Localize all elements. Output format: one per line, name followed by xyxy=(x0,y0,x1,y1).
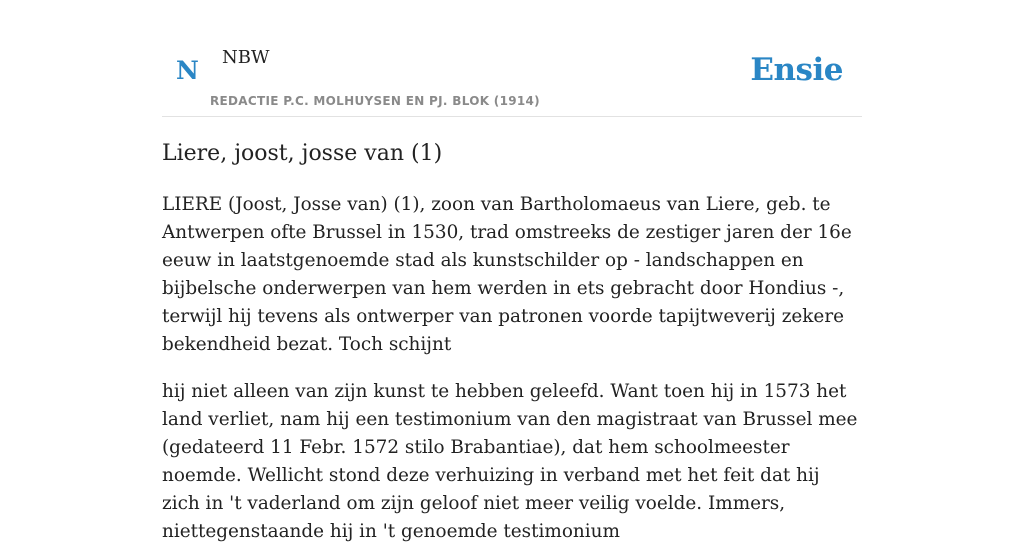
article-title: Liere, joost, josse van (1) xyxy=(162,141,443,166)
article xyxy=(162,138,862,546)
article-paragraph: hij niet alleen van zijn kunst te hebben geleefd. Want toen hij in 1573 het land verliet, nam hij een testimonium van den magistraat van Brussel mee (gedateerd 11 Febr. 1572 stilo Brabantiae), dat hem schoolmeester noemde. Wellicht stond deze verhuizing in verband met het feit dat hij zich in 't vaderland om zijn geloof niet meer veilig voelde. Immers, niettegenstaande hij in 't genoemde testimonium xyxy=(162,381,858,542)
brand-logo[interactable]: Ensie xyxy=(750,52,843,88)
source-header xyxy=(162,0,862,117)
source-name-link[interactable]: NBW xyxy=(222,47,270,68)
source-editors: REDACTIE P.C. MOLHUYSEN EN PJ. BLOK (1914) xyxy=(210,94,540,108)
article-paragraph: LIERE (Joost, Josse van) (1), zoon van Bartholomaeus van Liere, geb. te Antwerpen ofte Brussel in 1530, trad omstreeks de zestiger jaren der 16e eeuw in laatstgenoemde stad als kunstschilder op - landschappen en bijbelsche onderwerpen van hem werden in ets gebracht door Hondius -, terwijl hij tevens als ontwerper van patronen voorde tapijtweverij zekere bekendheid bezat. Toch schijnt xyxy=(162,194,852,355)
source-logo-icon[interactable]: N xyxy=(176,56,199,85)
